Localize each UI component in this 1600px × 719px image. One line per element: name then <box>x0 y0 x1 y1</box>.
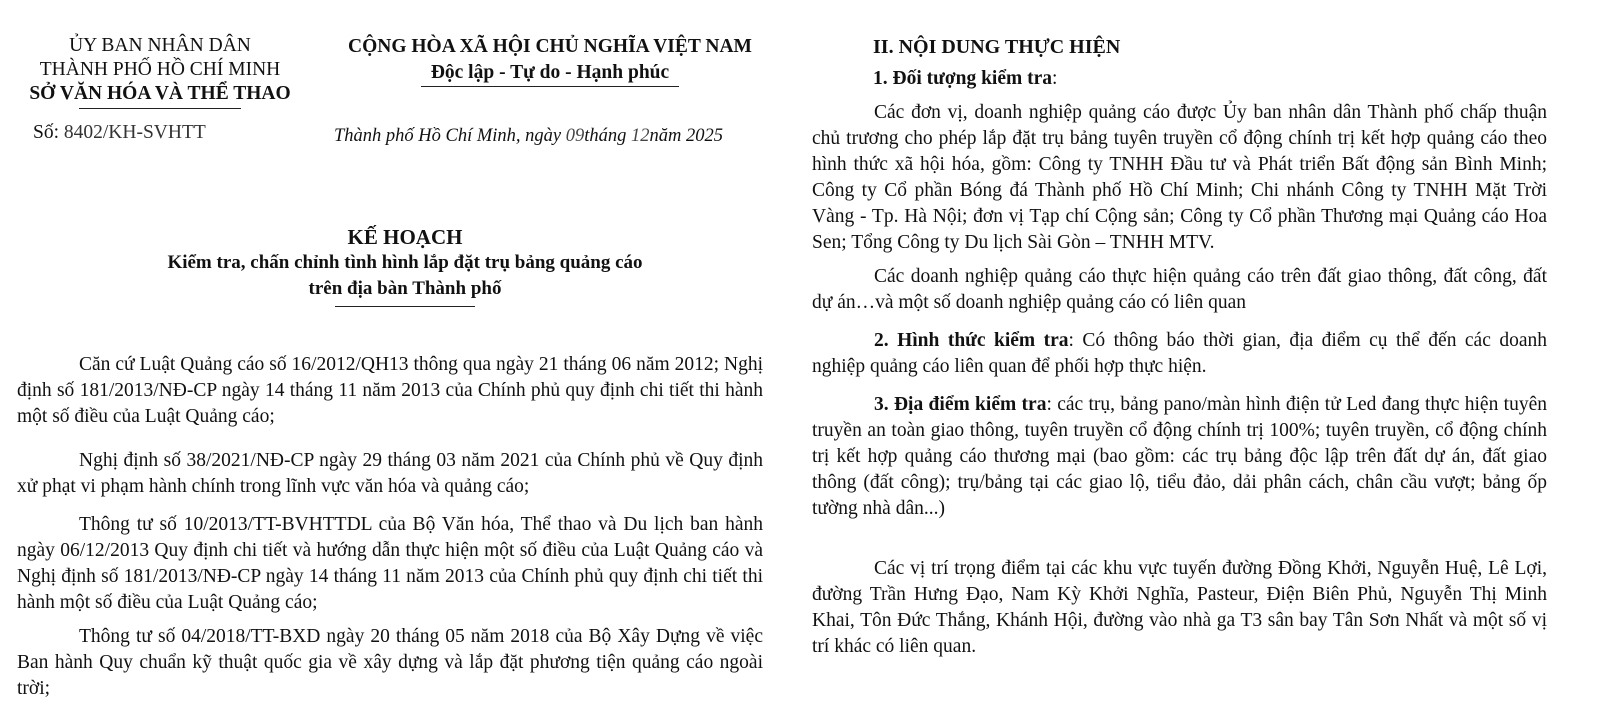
agency-line-3: SỞ VĂN HÓA VÀ THỂ THAO <box>29 83 291 104</box>
nation-name: CỘNG HÒA XÃ HỘI CHỦ NGHĨA VIỆT NAM <box>348 36 752 57</box>
issuing-agency <box>10 34 310 109</box>
title-divider <box>335 306 475 307</box>
item-2-text: : Có thông báo thời gian, địa điểm cụ thể đến các doanh nghiệp quảng cáo liên quan để phối hợp thực hiện. <box>812 330 1547 377</box>
agency-line-1: ỦY BAN NHÂN DÂN <box>69 35 251 56</box>
section-heading: II. NỘI DUNG THỰC HIỆN <box>873 36 1121 58</box>
legal-basis-paragraph-3: Thông tư số 10/2013/TT-BVHTTDL của Bộ Văn hóa, Thể thao và Du lịch ban hành ngày 06/12/2013 Quy định chi tiết và hướng dẫn thực hiện một số điều của Luật Quảng cáo và Nghị định số 181/2013/NĐ-CP ngày 14 tháng 11 năm 2013 của Chính phủ quy định chi tiết thi hành một số điều của Luật Quảng cáo; <box>17 514 763 613</box>
title-sub-line-2: trên địa bàn Thành phố <box>308 278 502 299</box>
item-1-paragraph-1: Các đơn vị, doanh nghiệp quảng cáo được Ủy ban nhân dân Thành phố chấp thuận chủ trương cho phép lắp đặt trụ bảng tuyên truyền cổ động chính trị kết hợp quảng cáo theo hình thức xã hội hóa, gồm: Công ty TNHH Đầu tư và Phát triển Bất động sản Bình Minh; Công ty Cổ phần Bóng đá Thành phố Hồ Chí Minh; Chi nhánh Công ty TNHH Mặt Trời Vàng - Tp. Hà Nội; đơn vị Tạp chí Cộng sản; Công ty Cổ phần Thương mại Quảng cáo Hoa Sen; Tổng Công ty Du lịch Sài Gòn – TNHH MTV. <box>812 102 1547 253</box>
date-month-label: tháng <box>584 126 627 146</box>
national-motto: Độc lập - Tự do - Hạnh phúc <box>430 62 670 83</box>
date-year: năm 2025 <box>649 126 724 146</box>
place-date-prefix: Thành phố Hồ Chí Minh, ngày <box>334 126 562 146</box>
doc-number-value: 8402/KH-SVHTT <box>63 122 206 143</box>
national-title <box>300 34 800 87</box>
item-2-heading: 2. Hình thức kiểm tra <box>874 330 1069 351</box>
legal-basis-paragraph-2: Nghị định số 38/2021/NĐ-CP ngày 29 tháng 03 năm 2021 của Chính phủ về Quy định xử phạt vi phạm hành chính trong lĩnh vực văn hóa và quảng cáo; <box>17 450 763 497</box>
document-title <box>80 224 730 307</box>
date-month: 12 <box>631 126 650 146</box>
title-main: KẾ HOẠCH <box>347 225 463 249</box>
place-date <box>334 126 723 147</box>
item-1-colon: : <box>1052 68 1058 89</box>
item-3-heading: 3. Địa điểm kiểm tra <box>874 394 1047 415</box>
item-3-text: : các trụ, bảng pano/màn hình điện tử Led đang thực hiện tuyên truyền an toàn giao thông, tuyên truyền cổ động chính trị 100%; tuyên truyền, cổ động chính trị kết hợp quảng cáo thương mại (bao gồm: các trụ bảng độc lập trên đất dự án, đất giao thông (đất công); trụ/bảng tại các giao lộ, tiểu đảo, dải phân cách, chân cầu vượt; bảng ốp tường nhà dân...) <box>812 394 1547 519</box>
item-1-heading-text: 1. Đối tượng kiểm tra <box>873 68 1053 89</box>
document-number <box>33 122 206 144</box>
motto-divider <box>421 86 679 87</box>
item-3-paragraph <box>812 392 1547 522</box>
item-1-paragraph-2: Các doanh nghiệp quảng cáo thực hiện quảng cáo trên đất giao thông, đất công, đất dự án…và một số doanh nghiệp quảng cáo có liên quan <box>812 266 1547 313</box>
title-sub-line-1: Kiểm tra, chấn chỉnh tình hình lắp đặt trụ bảng quảng cáo <box>167 252 643 273</box>
legal-basis-paragraph-4: Thông tư số 04/2018/TT-BXD ngày 20 tháng 05 năm 2018 của Bộ Xây Dựng về việc Ban hành Quy chuẩn kỹ thuật quốc gia về xây dựng và lắp đặt phương tiện quảng cáo ngoài trời; <box>17 626 763 699</box>
agency-divider <box>79 108 241 109</box>
agency-line-2: THÀNH PHỐ HỒ CHÍ MINH <box>39 59 281 80</box>
item-2-paragraph <box>812 328 1547 380</box>
item-3-paragraph-2: Các vị trí trọng điểm tại các khu vực tuyến đường Đồng Khởi, Nguyễn Huệ, Lê Lợi, đường Trần Hưng Đạo, Nam Kỳ Khởi Nghĩa, Pasteur, Điện Biên Phủ, Nguyễn Thị Minh Khai, Tôn Đức Thắng, Khánh Hội, đường vào nhà ga T3 sân bay Tân Sơn Nhất và một số vị trí khác có liên quan. <box>812 558 1547 657</box>
item-1-heading <box>873 66 1057 92</box>
legal-basis-paragraph-1: Căn cứ Luật Quảng cáo số 16/2012/QH13 thông qua ngày 21 tháng 06 năm 2012; Nghị định số 181/2013/NĐ-CP ngày 14 tháng 11 năm 2013 của Chính phủ quy định chi tiết thi hành một số điều của Luật Quảng cáo; <box>17 354 763 427</box>
date-day: 09 <box>565 126 585 146</box>
doc-number-label: Số: <box>33 122 60 143</box>
